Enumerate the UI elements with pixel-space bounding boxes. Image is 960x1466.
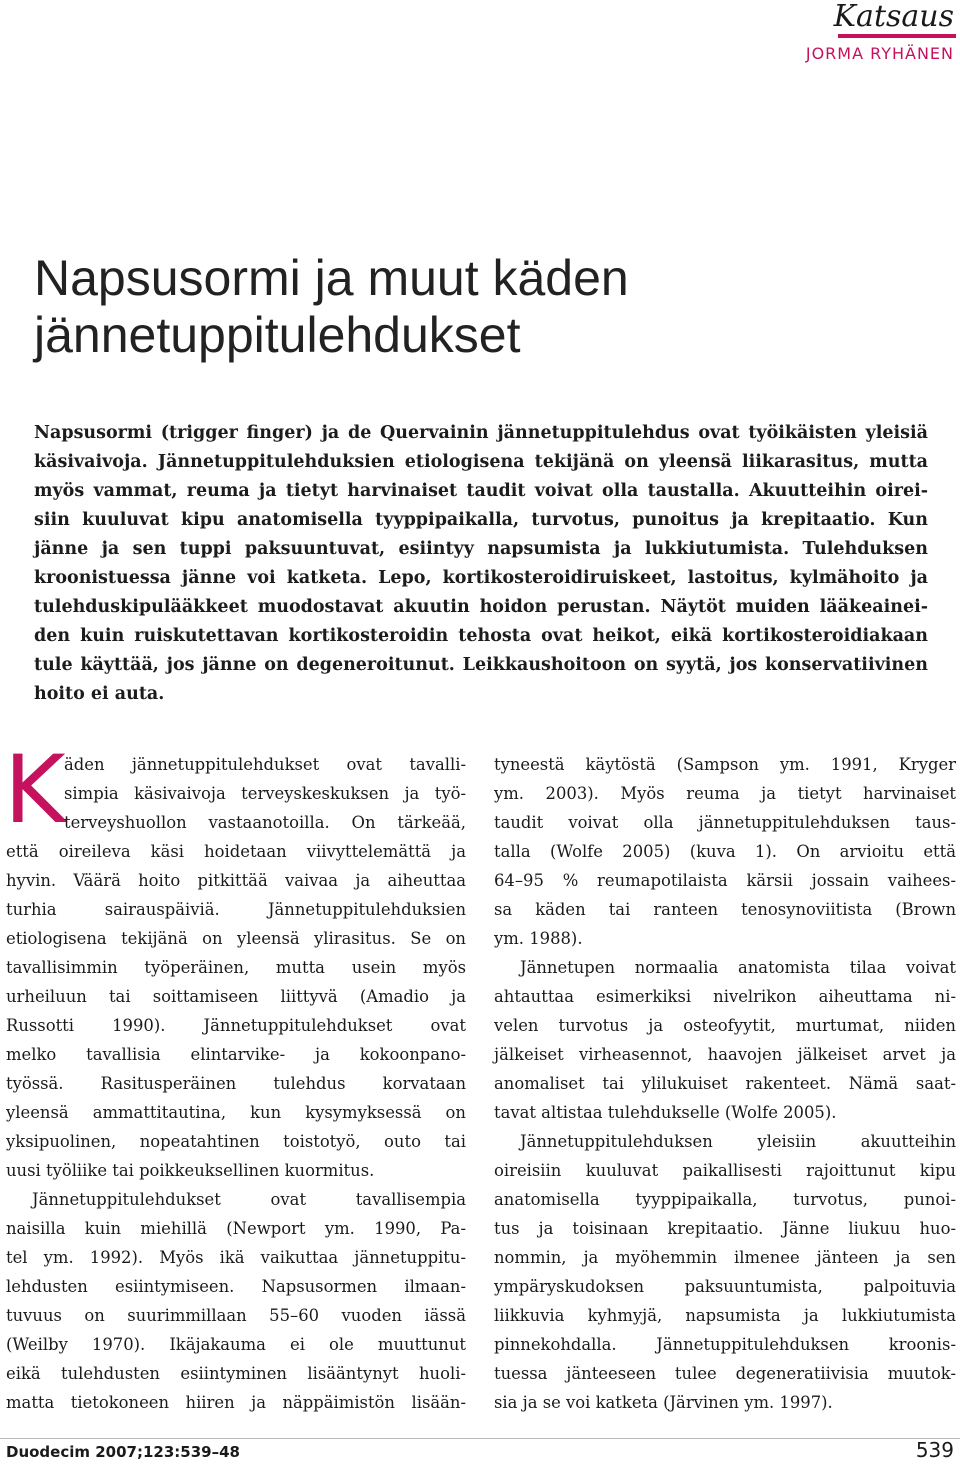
body-line: ym. 2003). Myös reuma ja tietyt harvinaiset [494,784,956,803]
body-line: sia ja se voi katketa (Järvinen ym. 1997). [494,1393,833,1412]
abstract-line: kroonistuessa jänne voi katketa. Lepo, kortikosteroidiruiskeet, lastoitus, kylmähoito ja [34,568,928,588]
abstract-line: jänne ja sen tuppi paksuuntuvat, esiintyy napsumista ja lukkiutumista. Tulehduksen [34,539,928,559]
body-line: (Weilby 1970). Ikäjakauma ei ole muuttunut [6,1335,466,1354]
body-column-left [4,736,466,1417]
body-line: nommin, ja myöhemmin ilmenee jänteen ja sen [494,1248,956,1267]
body-line: Jännetuppitulehdukset ovat tavallisempia [32,1190,466,1209]
body-line: matta tietokoneen hiiren ja näppäimistön lisään- [6,1393,466,1412]
body-line: talla (Wolfe 2005) (kuva 1). On arvioitu että [494,842,956,861]
journal-citation: Duodecim 2007;123:539–48 [6,1443,240,1461]
author-name: JORMA RYHÄNEN [805,44,954,63]
body-line: 64–95 % reumapotilaista kärsii jossain vaihees- [494,871,956,890]
title-line: jännetuppitulehdukset [34,307,521,363]
body-line: sa käden tai ranteen tenosynoviitista (Brown [494,900,956,919]
body-line: anomaliset tai ylilukuiset rakenteet. Nämä saat- [494,1074,956,1093]
drop-cap: K [4,736,66,845]
page-number: 539 [915,1438,954,1462]
abstract-line: siin kuuluvat kipu anatomisella tyyppipaikalla, turvotus, punoitus ja krepitaatio. Kun [34,510,928,530]
body-line: melko tavallisia elintarvike- ja kokoonpano- [6,1045,466,1064]
body-line: urheiluun tai soittamiseen liittyvä (Amadio ja [6,987,466,1006]
body-line: Russotti 1990). Jännetuppitulehdukset ovat [6,1016,466,1035]
body-line: ym. 1988). [494,929,583,948]
body-line: tuessa jänteeseen tulee degeneratiivisia muutok- [494,1364,956,1383]
abstract-line: myös vammat, reuma ja tietyt harvinaiset taudit voivat olla taustalla. Akuutteihin oirei- [34,481,928,501]
body-line: uusi työliike tai poikkeuksellinen kuormitus. [6,1161,375,1180]
abstract [34,419,928,709]
abstract-line: hoito ei auta. [34,684,165,704]
body-line: tavallisimmin työperäinen, mutta usein myös [6,958,466,977]
body-line: eikä tulehdusten esiintyminen lisääntynyt huoli- [6,1364,466,1383]
body-line: etiologisena tekijänä on yleensä ylirasitus. Se on [6,929,466,948]
body-line: hyvin. Väärä hoito pitkittää vaivaa ja aiheuttaa [6,871,466,890]
body-line: terveyshuollon vastaanotoilla. On tärkeää, [64,813,466,832]
body-line: tus ja toisinaan krepitaatio. Jänne liukuu huo- [494,1219,956,1238]
body-column-right [494,750,956,1417]
section-accent-rule [838,34,956,38]
body-line: tyneestä käytöstä (Sampson ym. 1991, Kryger [494,755,956,774]
article-title [34,250,934,364]
body-line: Jännetupen normaalia anatomista tilaa voivat [520,958,956,977]
body-line: naisilla kuin miehillä (Newport ym. 1990, Pa- [6,1219,466,1238]
body-line: äden jännetuppitulehdukset ovat tavalli- [64,755,466,774]
body-line: pinnekohdalla. Jännetuppitulehduksen kroonis- [494,1335,956,1354]
body-line: että oireileva käsi hoidetaan viivyttelemättä ja [6,842,466,861]
body-line: yleensä ammattitautina, kun kysymyksessä on [6,1103,466,1122]
body-line: tavat altistaa tulehdukselle (Wolfe 2005). [494,1103,837,1122]
body-line: simpia käsivaivoja terveyskeskuksen ja työ- [64,784,466,803]
body-line: lehdusten esiintymiseen. Napsusormen ilmaan- [6,1277,466,1296]
body-line: ahtauttaa esimerkiksi nivelrikon aiheuttama ni- [494,987,956,1006]
abstract-line: tulehduskipulääkkeet muodostavat akuutin hoidon perustan. Näytöt muiden lääkeainei- [34,597,928,617]
body-line: Jännetuppitulehduksen yleisiin akuutteihin [520,1132,956,1151]
title-line: Napsusormi ja muut käden [34,250,629,306]
body-line: tuvuus on suurimmillaan 55–60 vuoden iässä [6,1306,466,1325]
body-line: yksipuolinen, nopeatahtinen toistotyö, outo tai [6,1132,466,1151]
section-label: Katsaus [833,0,954,34]
footer-rule [0,1438,960,1439]
body-line: velen turvotus ja osteofyytit, murtumat, niiden [494,1016,956,1035]
body-line: tel ym. 1992). Myös ikä vaikuttaa jännetuppitu- [6,1248,466,1267]
abstract-line: den kuin ruiskutettavan kortikosteroidin tehosta ovat heikot, eikä kortikosteroidiakaan [34,626,928,646]
body-line: oireisiin kuuluvat paikallisesti rajoittunut kipu [494,1161,956,1180]
body-line: jälkeiset virheasennot, haavojen jälkeiset arvet ja [494,1045,956,1064]
abstract-line: Napsusormi (trigger finger) ja de Quervainin jännetuppitulehdus ovat työikäisten yleisiä [34,423,928,443]
body-line: liikkuvia kyhmyjä, napsumista ja lukkiutumista [494,1306,956,1325]
body-line: työssä. Rasitusperäinen tulehdus korvataan [6,1074,466,1093]
body-line: turhia sairauspäiviä. Jännetuppitulehduksien [6,900,466,919]
body-line: anatomisella tyyppipaikalla, turvotus, punoi- [494,1190,956,1209]
body-line: taudit voivat olla jännetuppitulehduksen taus- [494,813,956,832]
abstract-line: tule käyttää, jos jänne on degeneroitunut. Leikkaushoitoon on syytä, jos konservatiivinen [34,655,928,675]
body-line: ympäryskudoksen paksuuntumista, palpoituvia [494,1277,956,1296]
abstract-line: käsivaivoja. Jännetuppitulehduksien etiologisena tekijänä on yleensä liikarasitus, mutta [34,452,928,472]
